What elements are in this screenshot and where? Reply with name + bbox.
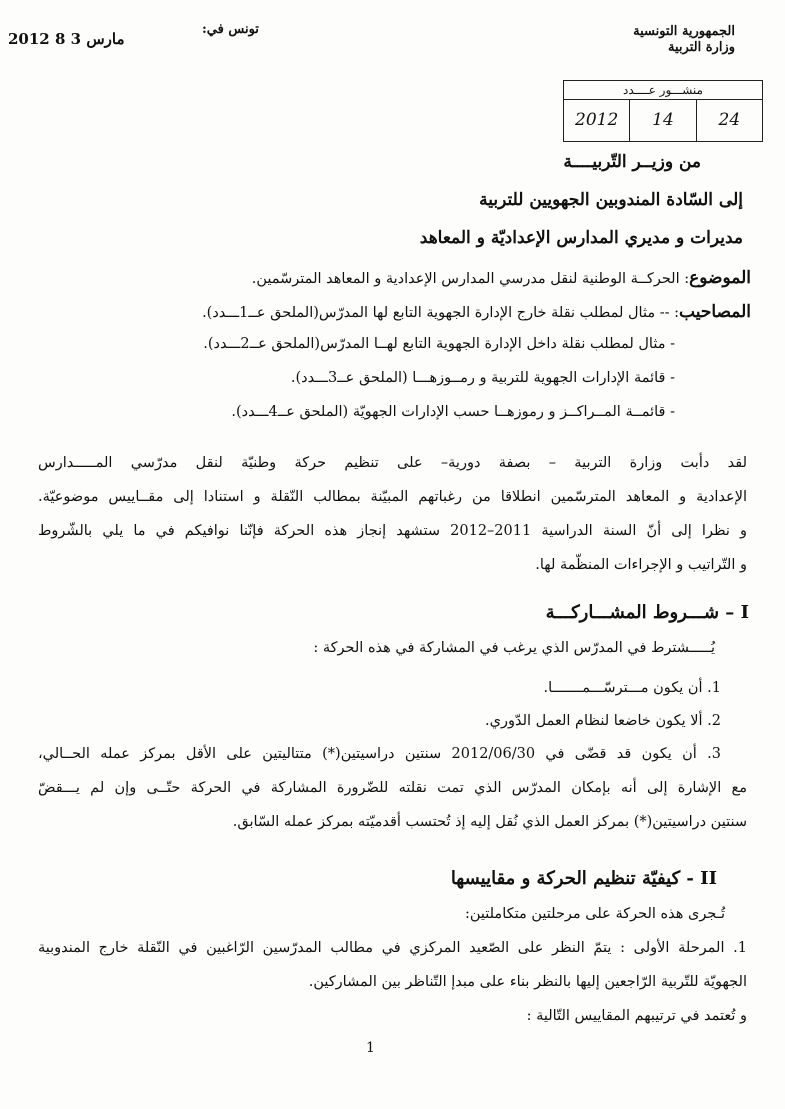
attachments-label: المصاحيب — [679, 302, 751, 322]
condition-item: 3. أن يكون قد قضّى في 2012/06/30 سنتين دراسيتين(*) متتاليتين على الأقل بمركز عمله الحــالي، — [38, 746, 721, 762]
publication-code: 14 — [629, 100, 695, 141]
recipient-line-2: مديرات و مديري المدارس الإعداديّة و المعاهد — [419, 228, 743, 248]
subject-text: : الحركــة الوطنية لنقل مدرسي المدارس الإعدادية و المعاهد المترسّمين. — [251, 271, 690, 287]
section-2-heading: II - كيفيّة تنظيم الحركة و مقاييسها — [450, 868, 717, 889]
section-2-intro: تُـجرى هذه الحركة على مرحلتين متكاملتين: — [464, 906, 725, 922]
phase-1-line: الجهويّة للتّربية الرّاجعين إليها بالنظر بناء على مبدإ التّناظر بين المشاركين. — [308, 974, 747, 990]
attachment-item: : -- مثال لمطلب نقلة خارج الإدارة الجهوية التابع لها المدرّس(الملحق عــ1ـــدد). — [202, 305, 680, 321]
publication-number: 24 — [696, 100, 762, 141]
attachment-item: - مثال لمطلب نقلة داخل الإدارة الجهوية التابع لهــا المدرّس(الملحق عــ2ـــدد). — [203, 336, 675, 352]
publication-year: 2012 — [575, 110, 619, 130]
subject-line — [252, 268, 751, 288]
condition-item: 1. أن يكون مـــترسّـــمـــــــا. — [543, 680, 721, 696]
city-line: تونس في: — [202, 22, 259, 37]
ministry-name: وزارة التربية — [668, 40, 735, 55]
condition-item: 2. ألا يكون خاضعا لنظام العمل الدّوري. — [485, 713, 721, 729]
document-date: 2012 مارس 3 8 — [8, 30, 125, 48]
republic-name: الجمهورية التونسية — [633, 24, 735, 39]
section-1-heading: I – شـــروط المشـــاركـــة — [545, 602, 749, 623]
recipient-line-1: إلى السّادة المندوبين الجهويين للتربية — [479, 190, 743, 210]
attachment-item: - قائمــة المــراكــز و رموزهــا حسب الإدارات الجهويّة (الملحق عــ4ـــدد). — [231, 404, 675, 420]
subject-label: الموضوع — [689, 268, 751, 288]
phase-1-line: 1. المرحلة الأولى : يتمّ النظر على الصّعيد المركزي في مطالب المدرّسين الرّاغبين في النّقلة خارج المندوبية — [38, 940, 747, 956]
intro-line: لقد دأبت وزارة التربية – بصفة دورية– على تنظيم حركة وطنيّة لنقل مدرّسي المـــــدارس — [38, 455, 747, 471]
section-1-intro: يُـــــشترط في المدرّس الذي يرغب في المشاركة في هذه الحركة : — [313, 640, 715, 656]
attachments-line-1 — [202, 302, 751, 322]
page-number: 1 — [366, 1040, 375, 1056]
intro-line: و التّراتيب و الإجراءات المنظّمة لها. — [535, 557, 747, 573]
publication-number-box — [563, 80, 763, 142]
intro-line: و نظرا إلى أنّ السنة الدراسية 2011–2012 ستشهد إنجاز هذه الحركة فإنّنا نوافيكم في ما يلي بالشّروط — [38, 523, 747, 539]
sender-line: من وزيــر التّربيــــة — [563, 152, 701, 172]
attachment-item: - قائمة الإدارات الجهوية للتربية و رمــوزهـــا (الملحق عــ3ـــدد). — [290, 370, 675, 386]
publication-label: منشـــور عــــدد — [564, 81, 762, 100]
condition-continuation: سنتين دراسيتين(*) بمركز العمل الذي نُقل إليه إذ تُحتسب أقدميّته بمركز عمله السّابق. — [232, 814, 747, 830]
letterhead — [633, 24, 735, 56]
condition-continuation: مع الإشارة إلى أنه بإمكان المدرّس الذي تمت نقلته للضّرورة المشاركة في الحركة حتّــى وإن لم يـــقضّ — [38, 780, 747, 796]
intro-line: الإعدادية و المعاهد المترسّمين انطلاقا من رغباتهم المبيّنة بمطالب النّقلة و استنادا إلى مقــاييس موضوعيّة. — [38, 489, 747, 505]
phase-1-line: و تُعتمد في ترتيبهم المقاييس التّالية : — [526, 1008, 747, 1024]
